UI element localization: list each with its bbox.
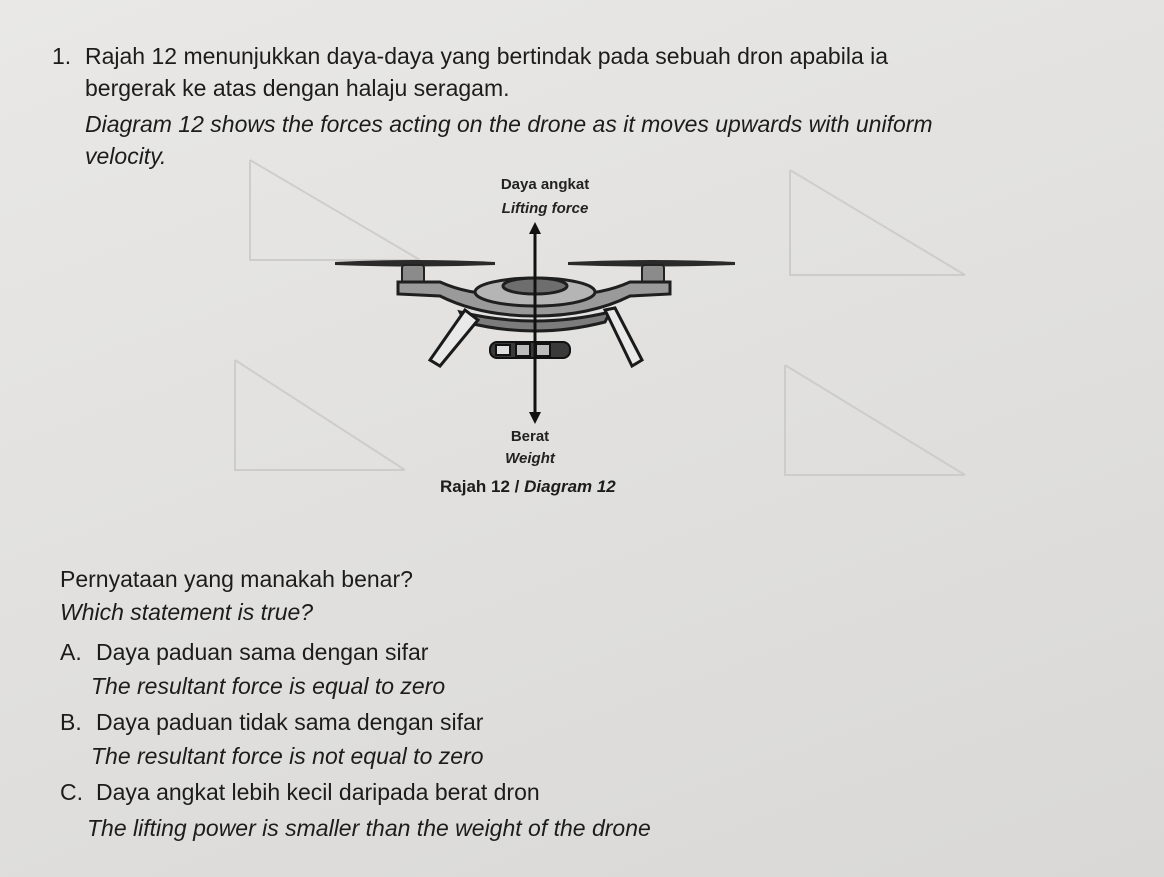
option-c-letter[interactable]: C. bbox=[60, 779, 83, 805]
question-number: 1. bbox=[52, 43, 72, 69]
question-text-malay-line1: Rajah 12 menunjukkan daya-daya yang bertindak pada sebuah dron apabila ia bbox=[85, 43, 889, 69]
weight-label-english: Weight bbox=[505, 450, 555, 467]
option-c-text-malay[interactable]: Daya angkat lebih kecil daripada berat dron bbox=[96, 779, 540, 805]
lifting-force-label-malay: Daya angkat bbox=[500, 176, 590, 193]
drone-force-diagram bbox=[330, 170, 750, 510]
question-text-english-line1: Diagram 12 shows the forces acting on the drone as it moves upwards with uniform bbox=[85, 111, 933, 137]
diagram-caption bbox=[440, 477, 616, 497]
question-text-english-line2: velocity. bbox=[85, 143, 167, 169]
caption-malay: Rajah 12 / bbox=[440, 477, 520, 496]
lifting-force-arrowhead bbox=[529, 222, 541, 234]
option-b-letter[interactable]: B. bbox=[60, 709, 82, 735]
option-a-letter[interactable]: A. bbox=[60, 639, 82, 665]
option-a-text-english[interactable]: The resultant force is equal to zero bbox=[91, 673, 446, 699]
option-b-text-malay[interactable]: Daya paduan tidak sama dengan sifar bbox=[96, 709, 484, 735]
question-text-malay-line2: bergerak ke atas dengan halaju seragam. bbox=[85, 75, 510, 101]
caption-english: Diagram 12 bbox=[524, 477, 616, 496]
camera-gimbal bbox=[490, 342, 570, 358]
prompt-malay: Pernyataan yang manakah benar? bbox=[60, 566, 413, 592]
drone-illustration bbox=[330, 170, 750, 430]
option-b-text-english[interactable]: The resultant force is not equal to zero bbox=[91, 743, 484, 769]
option-a-text-malay[interactable]: Daya paduan sama dengan sifar bbox=[96, 639, 429, 665]
lifting-force-label-english: Lifting force bbox=[501, 200, 589, 217]
option-c-text-english[interactable]: The lifting power is smaller than the weight of the drone bbox=[87, 815, 651, 841]
weight-arrowhead bbox=[529, 412, 541, 424]
weight-label-malay: Berat bbox=[510, 428, 550, 445]
prompt-english: Which statement is true? bbox=[60, 599, 314, 625]
